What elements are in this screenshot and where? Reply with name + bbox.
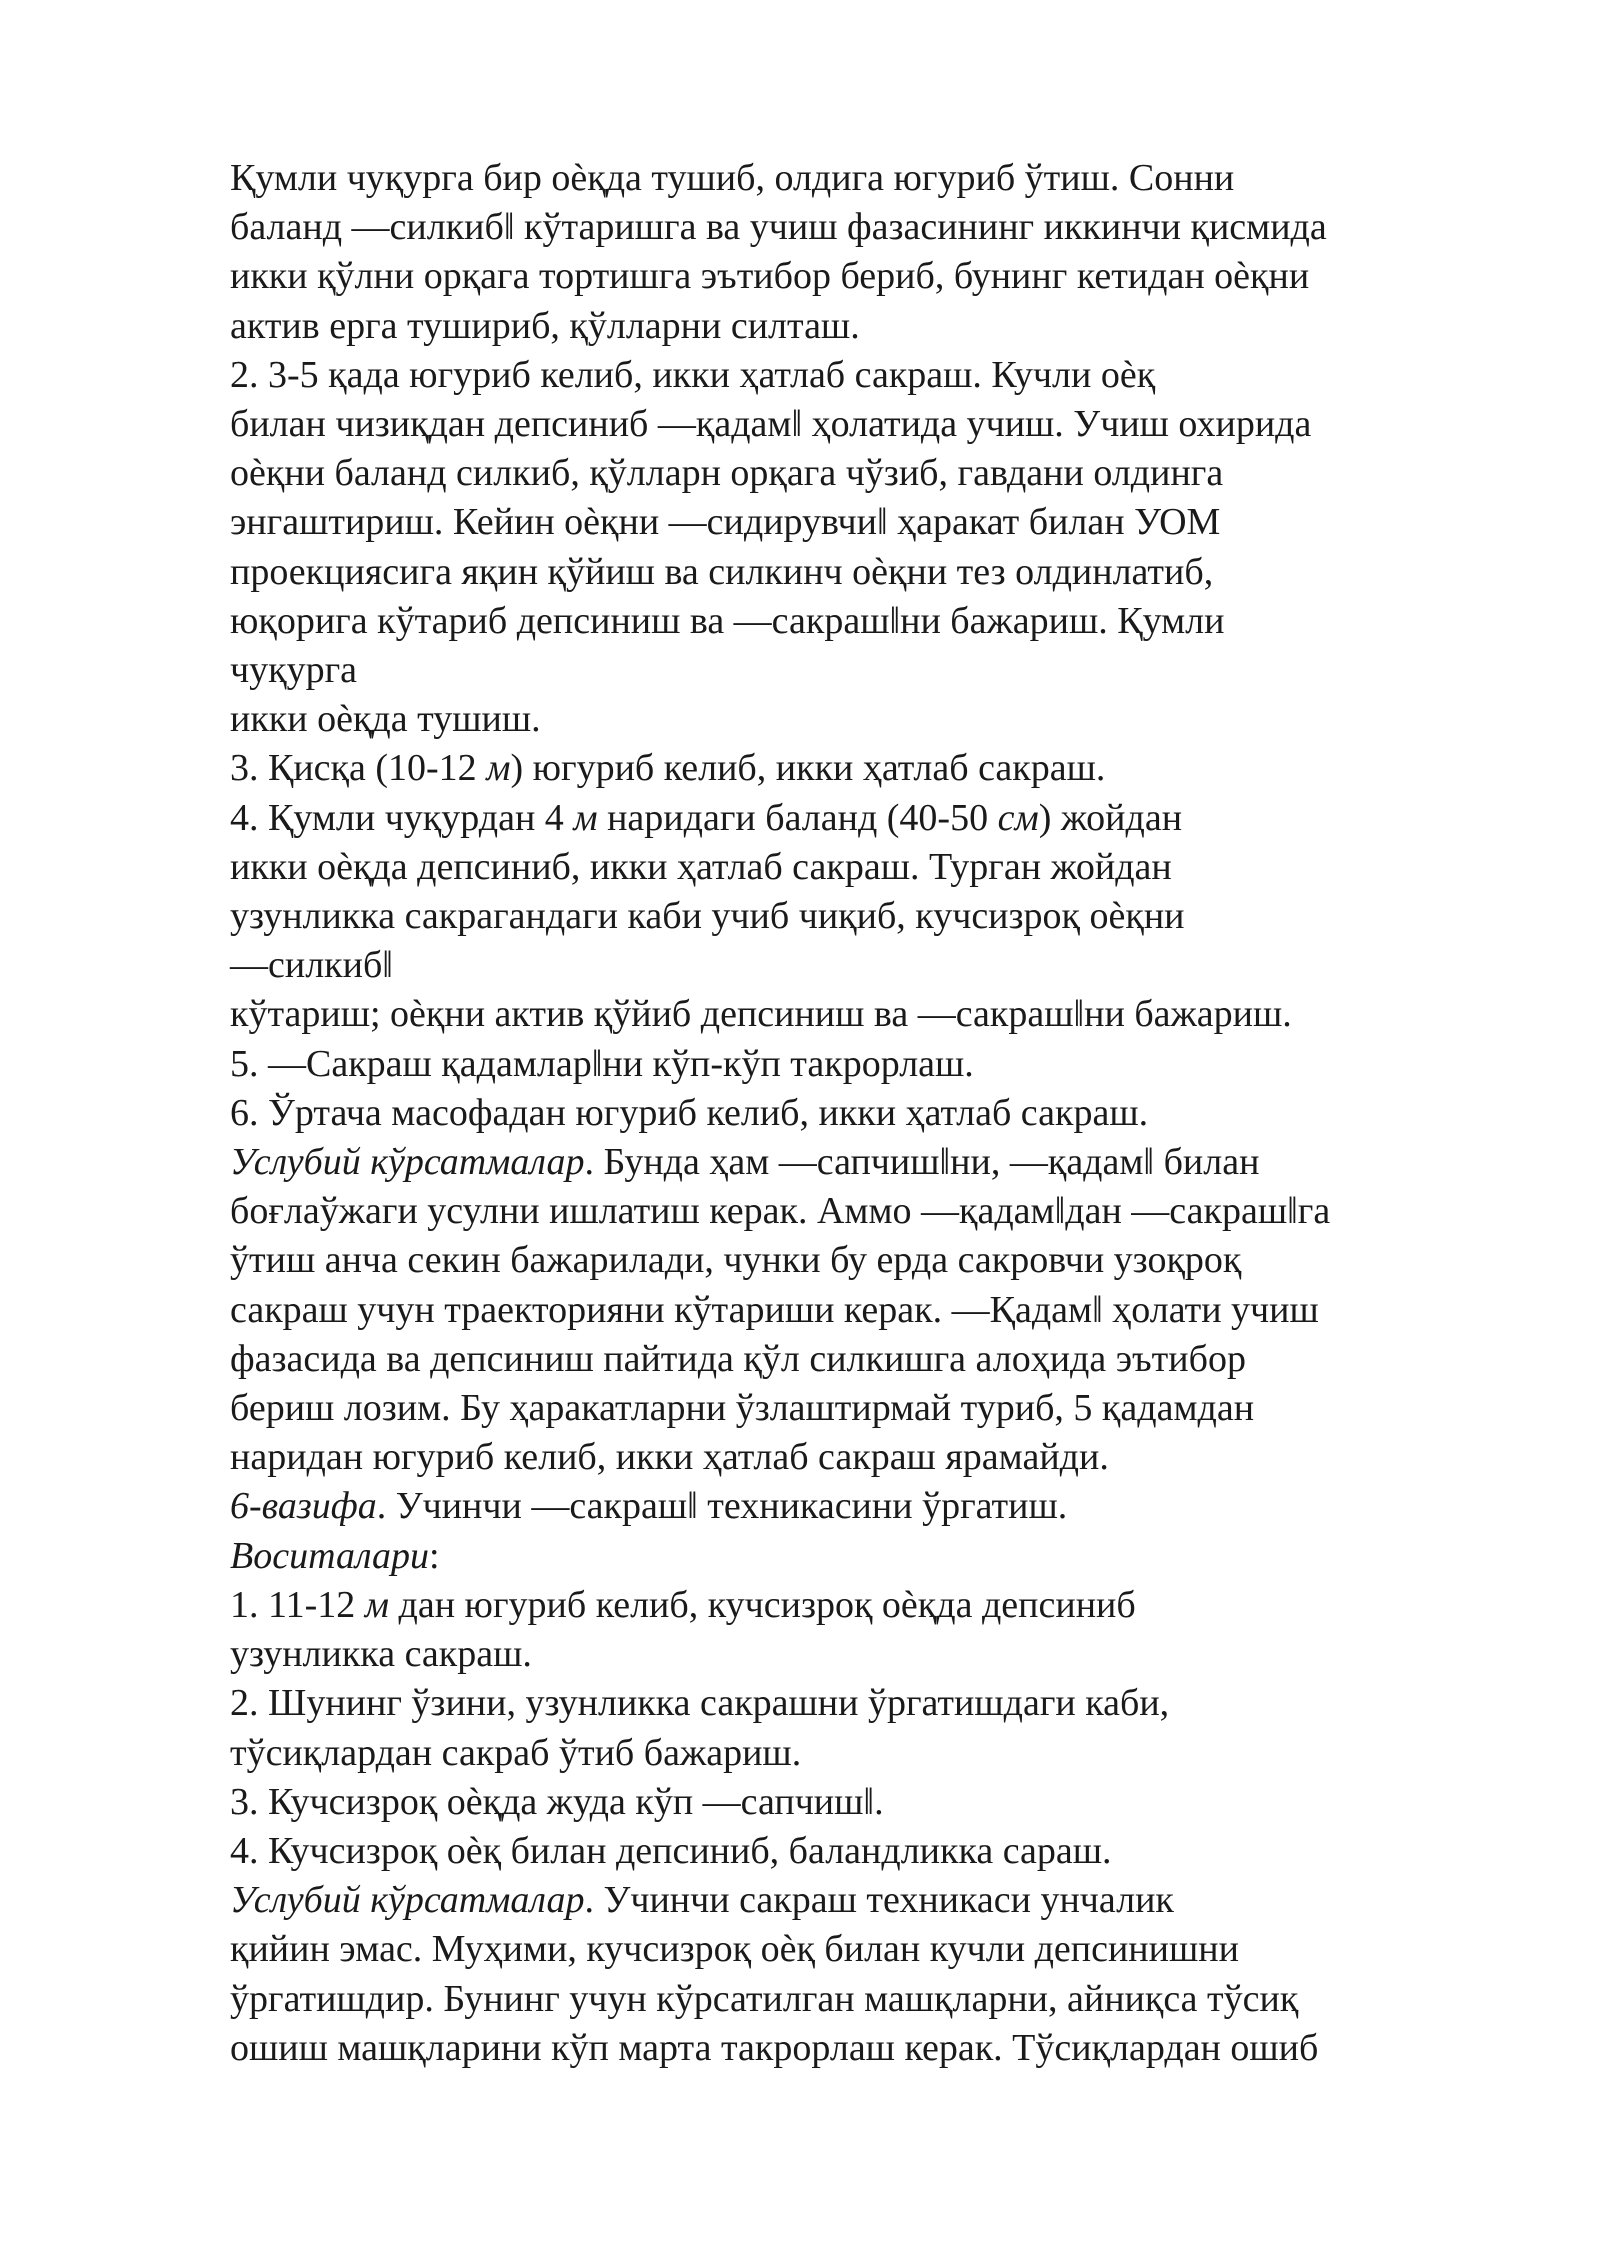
text-run: узунликка сакраш. (230, 1633, 532, 1676)
text-line (230, 1187, 1530, 1236)
text-line (230, 1138, 1530, 1187)
text-line (230, 548, 1530, 597)
text-run: наридан югуриб келиб, икки ҳатлаб сакраш ярамайди. (230, 1436, 1109, 1479)
text-line (230, 1925, 1530, 1974)
italic-text: см (997, 796, 1039, 839)
text-line (230, 1827, 1530, 1876)
text-run: 2. Шунинг ўзини, узунликка сакрашни ўргатишдаги каби, (230, 1682, 1170, 1725)
text-run: 1. 11-12 (230, 1583, 365, 1626)
text-line (230, 794, 1530, 843)
text-run: чуқурга (230, 649, 358, 692)
italic-text: м (573, 796, 598, 839)
text-line (230, 154, 1530, 203)
text-run: 2. 3-5 қада югуриб келиб, икки ҳатлаб сакраш. Кучли оѐқ (230, 353, 1156, 396)
text-run: дан югуриб келиб, кучсизроқ оѐқда депсиниб (389, 1583, 1136, 1626)
text-run: оѐқни баланд силкиб, қўлларн орқага чўзиб, гавдани олдинга (230, 452, 1224, 495)
text-line (230, 1089, 1530, 1138)
text-run: наридаги баланд (40-50 (597, 796, 998, 839)
text-run: кўтариш; оѐқни актив қўйиб депсиниш ва ―сакраш‖ни бажариш. (230, 993, 1292, 1036)
text-line (230, 1236, 1530, 1285)
text-run: ―силкиб‖ (230, 944, 393, 987)
text-run: ўтиш анча секин бажарилади, чунки бу ерда сакровчи узоқроқ (230, 1239, 1242, 1282)
text-run: ) югуриб келиб, икки ҳатлаб сакраш. (510, 747, 1106, 790)
text-line (230, 302, 1530, 351)
italic-text: Услубий кўрсатмалар (230, 1879, 585, 1922)
text-run: . Бунда ҳам ―сапчиш‖ни, ―қадам‖ билан (584, 1141, 1260, 1184)
text-line (230, 1433, 1530, 1482)
italic-text: 6-вазифа (230, 1485, 377, 1528)
text-line (230, 1729, 1530, 1778)
text-run: икки қўлни орқага тортишга эътибор бериб, бунинг кетидан оѐқни (230, 255, 1310, 298)
italic-text: Воситалари (230, 1534, 430, 1577)
text-line (230, 695, 1530, 744)
text-line (230, 1384, 1530, 1433)
text-run: билан чизиқдан депсиниб ―қадам‖ ҳолатида учиш. Учиш охирида (230, 403, 1312, 446)
text-line (230, 646, 1530, 695)
text-run: қийин эмас. Муҳими, кучсизроқ оѐқ билан кучли депсинишни (230, 1928, 1239, 1971)
text-run: баланд ―силкиб‖ кўтаришга ва учиш фазасининг иккинчи қисмида (230, 206, 1327, 249)
text-run: . Учинчи ―сакраш‖ техникасини ўргатиш. (376, 1485, 1068, 1528)
text-run: ўргатишдир. Бунинг учун кўрсатилган машқларни, айниқса тўсиқ (230, 1977, 1299, 2020)
text-line (230, 1335, 1530, 1384)
text-run: узунликка сакрагандаги каби учиб чиқиб, кучсизроқ оѐқни (230, 895, 1185, 938)
text-run: бериш лозим. Бу ҳаракатларни ўзлаштирмай туриб, 5 қадамдан (230, 1387, 1255, 1430)
text-line (230, 843, 1530, 892)
text-run: фазасида ва депсиниш пайтида қўл силкишга алоҳида эътибор (230, 1337, 1246, 1380)
text-line (230, 1876, 1530, 1925)
text-line (230, 941, 1530, 990)
text-run: 4. Қумли чуқурдан 4 (230, 796, 574, 839)
italic-text: м (486, 747, 511, 790)
text-line (230, 2024, 1530, 2073)
text-line (230, 1581, 1530, 1630)
text-line (230, 1286, 1530, 1335)
text-run: 6. Ўртача масофадан югуриб келиб, икки ҳатлаб сакраш. (230, 1091, 1149, 1134)
text-run: 4. Кучсизроқ оѐқ билан депсиниб, баландликка сараш. (230, 1829, 1112, 1872)
text-run: икки оѐқда депсиниб, икки ҳатлаб сакраш. Турган жойдан (230, 845, 1172, 888)
text-line (230, 1679, 1530, 1728)
text-run: энгаштириш. Кейин оѐқни ―сидирувчи‖ ҳаракат билан УОМ (230, 501, 1221, 544)
text-line (230, 1532, 1530, 1581)
text-run: 3. Қисқа (10-12 (230, 747, 487, 790)
text-run: тўсиқлардан сакраб ўтиб бажариш. (230, 1731, 802, 1774)
document-page (230, 154, 1530, 2073)
text-line (230, 892, 1530, 941)
text-line (230, 1630, 1530, 1679)
text-run: сакраш учун траекторияни кўтариши керак. ―Қадам‖ ҳолати учиш (230, 1288, 1319, 1331)
text-run: . Учинчи сакраш техникаси унчалик (584, 1879, 1174, 1922)
text-run: : (429, 1534, 440, 1577)
text-line (230, 1040, 1530, 1089)
text-run: боғлаўжаги усулни ишлатиш керак. Аммо ―қадам‖дан ―сакраш‖га (230, 1190, 1331, 1233)
text-run: икки оѐқда тушиш. (230, 698, 541, 741)
text-line (230, 1975, 1530, 2024)
italic-text: Услубий кўрсатмалар (230, 1141, 585, 1184)
text-run: юқорига кўтариб депсиниш ва ―сакраш‖ни бажариш. Қумли (230, 599, 1225, 642)
text-run: проекциясига яқин қўйиш ва силкинч оѐқни тез олдинлатиб, (230, 550, 1214, 593)
text-run: Қумли чуқурга бир оѐқда тушиб, олдига югуриб ўтиш. Сонни (230, 157, 1235, 199)
text-line (230, 252, 1530, 301)
text-line (230, 400, 1530, 449)
text-line (230, 498, 1530, 547)
text-line (230, 351, 1530, 400)
text-run: 5. ―Сакраш қадамлар‖ни кўп-кўп такрорлаш. (230, 1042, 974, 1085)
text-line (230, 203, 1530, 252)
italic-text: м (364, 1583, 390, 1626)
text-run: ) жойдан (1038, 796, 1183, 839)
text-run: актив ерга тушириб, қўлларни силташ. (230, 304, 860, 347)
text-line (230, 449, 1530, 498)
text-run: 3. Кучсизроқ оѐқда жуда кўп ―сапчиш‖. (230, 1780, 884, 1823)
text-line (230, 744, 1530, 793)
text-run: ошиш машқларини кўп марта такрорлаш керак. Тўсиқлардан ошиб (230, 2026, 1319, 2069)
text-line (230, 990, 1530, 1039)
text-line (230, 1778, 1530, 1827)
text-line (230, 1482, 1530, 1531)
text-line (230, 597, 1530, 646)
